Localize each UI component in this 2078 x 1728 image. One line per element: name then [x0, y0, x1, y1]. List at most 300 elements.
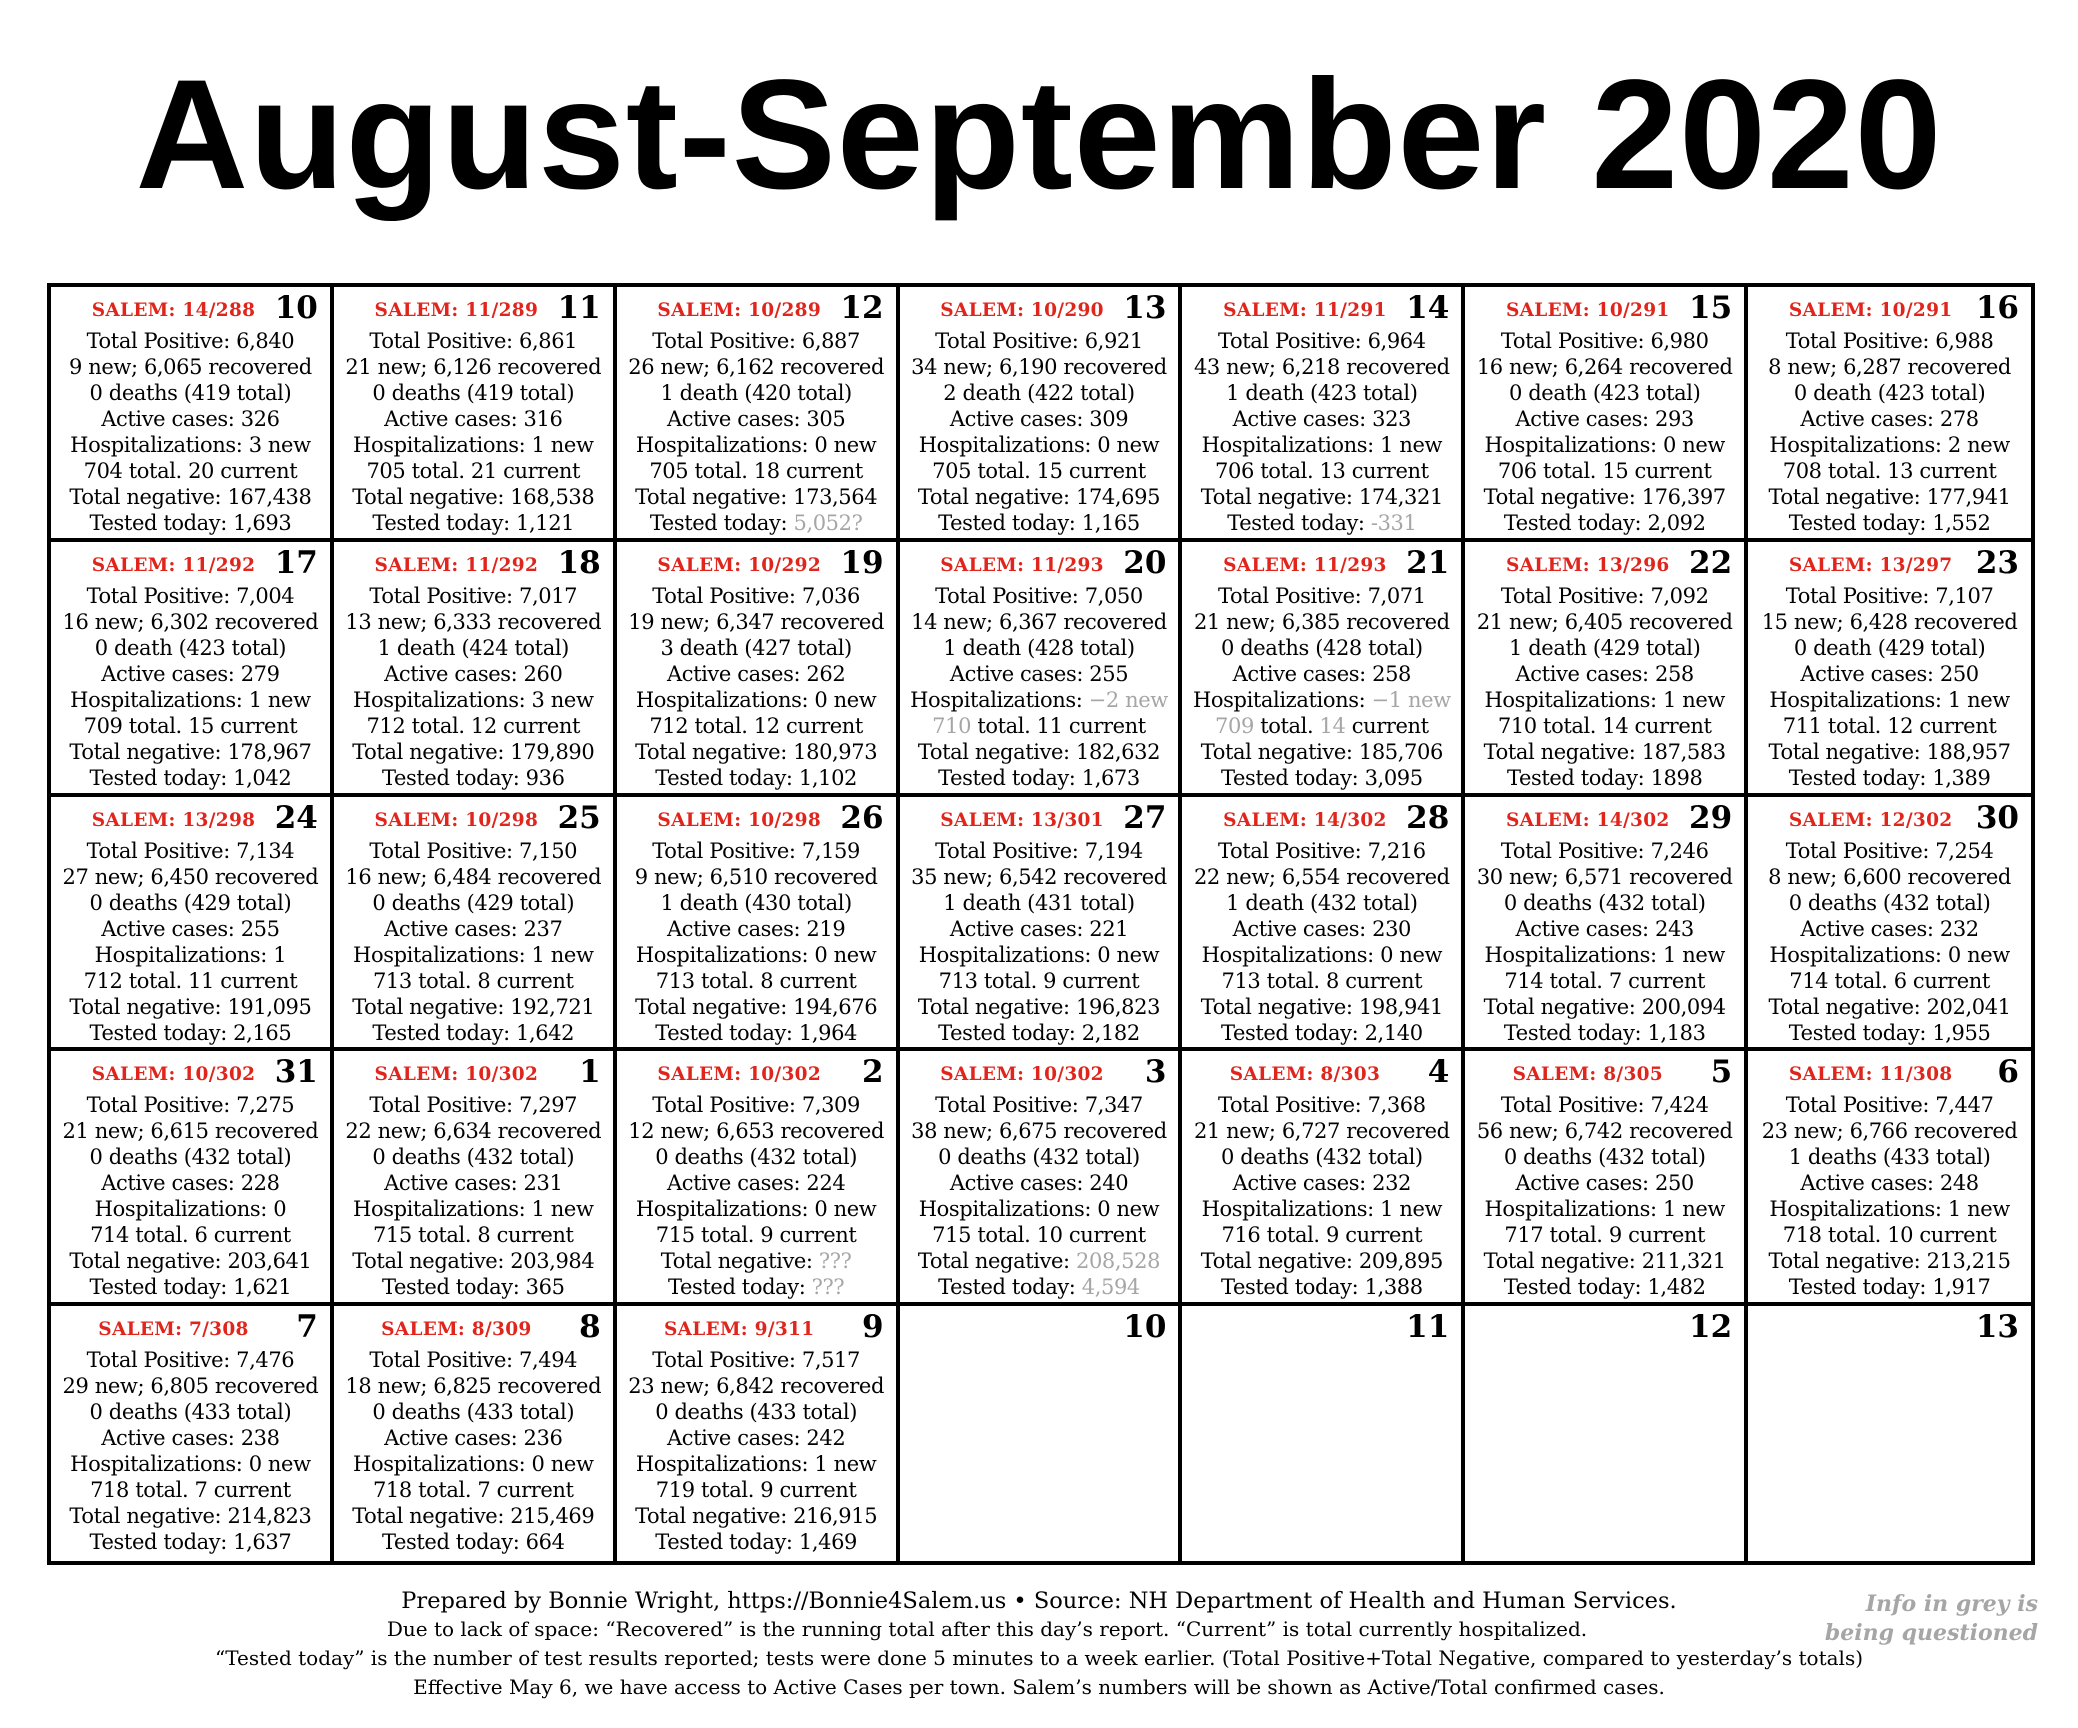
- stat-text: 713 total. 8 current: [372, 968, 574, 993]
- stat-text: Hospitalizations: 1 new: [353, 433, 594, 457]
- stat-text: 0 deaths (432 total): [89, 1145, 292, 1170]
- day-stats: [1748, 838, 2031, 1046]
- salem-cases: SALEM: 10/302: [374, 1064, 539, 1086]
- stat-line: [1465, 380, 1744, 406]
- day-stats: [617, 838, 896, 1046]
- day-number: 18: [557, 544, 601, 581]
- stat-line: [1748, 1222, 2031, 1248]
- day-number: 20: [1123, 544, 1167, 581]
- day-stats: [1465, 838, 1744, 1046]
- stat-line: [1465, 838, 1744, 864]
- stat-text: 38 new; 6,675 recovered: [911, 1119, 1167, 1144]
- stat-line: [1182, 406, 1461, 432]
- day-number: 27: [1123, 799, 1167, 836]
- stat-text: Total Positive: 6,861: [369, 329, 578, 353]
- day-number: 11: [557, 290, 601, 326]
- stat-text: Hospitalizations: 0 new: [1484, 433, 1725, 457]
- stat-line: [51, 890, 330, 916]
- stat-line: [1748, 1144, 2031, 1170]
- salem-cases: SALEM: 10/289: [657, 300, 821, 321]
- day-cell: [617, 1306, 900, 1561]
- stat-text: 0 death (423 total): [1509, 381, 1701, 405]
- stat-line: [1465, 864, 1744, 890]
- stat-text: 1 death (428 total): [943, 635, 1135, 660]
- stat-line: [1465, 916, 1744, 942]
- day-cell: [617, 797, 900, 1052]
- stat-line: [617, 661, 896, 687]
- stat-line: [51, 1425, 330, 1451]
- stat-line: [334, 890, 613, 916]
- grey-info-note: [1825, 1590, 2038, 1648]
- day-cell: [1182, 287, 1465, 542]
- stat-text: Active cases: 237: [384, 916, 563, 941]
- day-stats: [1748, 583, 2031, 791]
- stat-text: Total Positive: 7,476: [86, 1348, 295, 1373]
- stat-line: [1748, 890, 2031, 916]
- stat-line: [1465, 328, 1744, 354]
- stat-line: [51, 1529, 330, 1555]
- stat-line: [617, 432, 896, 458]
- stat-text: 711 total. 12 current: [1782, 713, 1997, 738]
- salem-cases: SALEM: 14/302: [1223, 809, 1387, 831]
- stat-text: Tested today:: [649, 511, 794, 535]
- stat-line: [51, 994, 330, 1020]
- stat-line: [1182, 1248, 1461, 1274]
- stat-line: [617, 484, 896, 510]
- stat-text: 22 new; 6,634 recovered: [345, 1119, 602, 1144]
- stat-text: 16 new; 6,264 recovered: [1476, 355, 1733, 379]
- stat-line: [1182, 609, 1461, 635]
- stat-text: 0 deaths (433 total): [655, 1400, 857, 1425]
- stat-text: Total Positive: 7,275: [86, 1093, 295, 1118]
- stat-line: [51, 1399, 330, 1425]
- stat-line: [334, 432, 613, 458]
- stat-line: [1465, 1274, 1744, 1300]
- stat-text: Tested today: 1,955: [1788, 1020, 1991, 1045]
- day-cell: [1182, 1051, 1465, 1306]
- salem-cases: SALEM: 11/292: [374, 554, 539, 576]
- stat-text: Total negative: 188,957: [1768, 739, 2011, 764]
- stat-line: [51, 1118, 330, 1144]
- stat-line: [51, 1248, 330, 1274]
- stat-line: [617, 687, 896, 713]
- day-stats: [1465, 1092, 1744, 1300]
- stat-line: [51, 1477, 330, 1503]
- day-stats: [617, 583, 896, 791]
- stat-text: Tested today: 2,092: [1503, 511, 1706, 535]
- stat-line: [51, 1196, 330, 1222]
- stat-line: [334, 942, 613, 968]
- stat-text: Hospitalizations: 1 new: [1201, 433, 1443, 457]
- salem-cases: SALEM: 10/291: [1505, 300, 1670, 321]
- stat-text: 27 new; 6,450 recovered: [62, 864, 319, 889]
- day-cell: [1465, 1306, 1748, 1561]
- day-stats: [900, 838, 1179, 1046]
- stat-line: [900, 458, 1179, 484]
- stat-text: Active cases: 293: [1515, 407, 1694, 431]
- footer-note-active: Effective May 6, we have access to Active Cases per town. Salem’s numbers will be shown as Active/Total confirmed cases.: [413, 1675, 1665, 1699]
- stat-text: Active cases: 255: [101, 916, 280, 941]
- stat-line: [900, 380, 1179, 406]
- stat-line: [617, 864, 896, 890]
- stat-line: [334, 583, 613, 609]
- day-number: 19: [840, 544, 884, 581]
- stat-text: Hospitalizations: 3 new: [70, 433, 311, 457]
- stat-text: Total negative: 192,721: [352, 994, 595, 1019]
- salem-cases: SALEM: 11/289: [374, 300, 539, 321]
- stat-text: 709 total. 15 current: [83, 713, 298, 738]
- stat-line: [1748, 1118, 2031, 1144]
- stat-text: Total Positive: 7,216: [1218, 838, 1426, 863]
- stat-line: [1182, 635, 1461, 661]
- stat-line: [900, 1118, 1179, 1144]
- stat-text: Tested today: 1,642: [372, 1020, 575, 1045]
- stat-line: [1465, 1196, 1744, 1222]
- footer-note-recovered: Due to lack of space: “Recovered” is the running total after this day’s report. “Current” is total currently hospitalized.: [386, 1617, 1588, 1641]
- stat-text: Active cases: 258: [1515, 661, 1694, 686]
- stat-text: Active cases: 243: [1515, 916, 1694, 941]
- stat-text: Tested today: 1,637: [89, 1530, 292, 1555]
- stat-line: [617, 354, 896, 380]
- day-cell: [1182, 1306, 1465, 1561]
- stat-text: 705 total. 15 current: [932, 459, 1146, 483]
- salem-cases: SALEM: 10/291: [1788, 300, 1953, 321]
- stat-text: 8 new; 6,287 recovered: [1768, 355, 2011, 379]
- stat-line: [900, 994, 1179, 1020]
- stat-line: [1748, 458, 2031, 484]
- stat-text: 13 new; 6,333 recovered: [345, 609, 602, 634]
- stat-text: Active cases: 255: [949, 661, 1129, 686]
- day-stats: [51, 583, 330, 791]
- stat-text: Total Positive: 7,150: [369, 838, 578, 863]
- stat-text: Total Positive: 7,159: [652, 838, 860, 863]
- day-cell: [617, 542, 900, 797]
- stat-line: [1465, 942, 1744, 968]
- stat-text: Total Positive: 6,921: [935, 329, 1143, 353]
- stat-line: [900, 765, 1179, 791]
- salem-cases: SALEM: 14/302: [1505, 809, 1670, 831]
- stat-line: [1182, 1222, 1461, 1248]
- calendar-grid: [47, 283, 2035, 1565]
- stat-text: 22 new; 6,554 recovered: [1193, 864, 1450, 889]
- stat-line: [1748, 609, 2031, 635]
- stat-text: Total Positive: 7,368: [1218, 1093, 1426, 1118]
- stat-text: Hospitalizations: 2 new: [1769, 433, 2010, 457]
- stat-line: [1465, 1170, 1744, 1196]
- stat-text: 21 new; 6,126 recovered: [345, 355, 602, 379]
- stat-line: [617, 1451, 896, 1477]
- stat-line: [1465, 1222, 1744, 1248]
- stat-line: [334, 1092, 613, 1118]
- stat-text: Total Positive: 7,017: [369, 583, 578, 608]
- salem-cases: SALEM: 8/309: [381, 1319, 532, 1341]
- stat-line: [900, 1144, 1179, 1170]
- stat-line: [617, 1170, 896, 1196]
- stat-line: [900, 484, 1179, 510]
- stat-line: [1465, 890, 1744, 916]
- stat-line: [1465, 510, 1744, 536]
- stat-line: [617, 609, 896, 635]
- stat-text: Hospitalizations: 0 new: [918, 433, 1160, 457]
- stat-text: Hospitalizations: 0 new: [70, 1452, 311, 1477]
- stat-text: Total negative: 214,823: [69, 1504, 312, 1529]
- stat-text: 1 death (430 total): [660, 890, 852, 915]
- grey-note-line: Info in grey is: [1865, 1591, 2038, 1617]
- stat-text: 0 deaths (432 total): [655, 1145, 857, 1170]
- stat-line: [334, 994, 613, 1020]
- stat-text: Hospitalizations:: [910, 687, 1089, 712]
- stat-line: [1182, 765, 1461, 791]
- stat-line: [1465, 765, 1744, 791]
- stat-text: total.: [1253, 713, 1320, 738]
- stat-line: [1465, 635, 1744, 661]
- stat-line: [617, 713, 896, 739]
- stat-line: [51, 609, 330, 635]
- stat-text: Total negative: 213,215: [1768, 1249, 2011, 1274]
- day-number: 28: [1406, 799, 1450, 836]
- stat-line: [51, 765, 330, 791]
- stat-line: [334, 661, 613, 687]
- stat-text: Total negative: 176,397: [1483, 485, 1726, 509]
- stat-line: [1465, 687, 1744, 713]
- stat-line: [1182, 968, 1461, 994]
- stat-text: 15 new; 6,428 recovered: [1761, 609, 2018, 634]
- stat-line: [1465, 739, 1744, 765]
- stat-line: [900, 942, 1179, 968]
- stat-text: Hospitalizations: 0: [94, 1197, 287, 1222]
- stat-line: [51, 1274, 330, 1300]
- day-stats: [1182, 583, 1461, 791]
- stat-text: Hospitalizations: 1 new: [70, 687, 311, 712]
- stat-line: [334, 328, 613, 354]
- stat-text: Active cases: 316: [384, 407, 563, 431]
- stat-text: Total Positive: 6,988: [1785, 329, 1994, 353]
- stat-line: [617, 1503, 896, 1529]
- stat-line: [334, 1477, 613, 1503]
- stat-text: Total negative: 196,823: [917, 994, 1161, 1019]
- stat-line: [1465, 484, 1744, 510]
- stat-text: Tested today: 1,917: [1788, 1275, 1991, 1300]
- stat-line: [900, 739, 1179, 765]
- questioned-value: 4,594: [1081, 1275, 1140, 1300]
- salem-cases: SALEM: 7/308: [98, 1319, 249, 1341]
- stat-text: Tested today: 1,482: [1503, 1275, 1706, 1300]
- stat-line: [1182, 994, 1461, 1020]
- stat-text: Hospitalizations: 0 new: [918, 942, 1160, 967]
- stat-text: Tested today: 2,140: [1220, 1020, 1423, 1045]
- day-cell: [1748, 287, 2031, 542]
- stat-line: [900, 1196, 1179, 1222]
- stat-line: [900, 713, 1179, 739]
- stat-line: [1182, 1020, 1461, 1046]
- stat-text: Total Positive: 7,494: [369, 1348, 578, 1373]
- stat-text: Tested today: 1,165: [938, 511, 1140, 535]
- stat-line: [334, 1347, 613, 1373]
- stat-text: 713 total. 8 current: [1221, 968, 1423, 993]
- stat-line: [617, 1347, 896, 1373]
- stat-line: [900, 510, 1179, 536]
- stat-line: [51, 1092, 330, 1118]
- stat-text: Total negative: 173,564: [635, 485, 878, 509]
- stat-text: Total Positive: 7,107: [1785, 583, 1994, 608]
- day-stats: [1182, 328, 1461, 536]
- stat-line: [51, 354, 330, 380]
- stat-line: [51, 328, 330, 354]
- stat-line: [1748, 1248, 2031, 1274]
- stat-line: [334, 687, 613, 713]
- stat-text: Active cases: 323: [1232, 407, 1412, 431]
- stat-text: Active cases: 240: [949, 1171, 1129, 1196]
- stat-text: Hospitalizations: 1 new: [1769, 1197, 2010, 1222]
- stat-line: [900, 890, 1179, 916]
- stat-text: Total Positive: 7,447: [1785, 1093, 1994, 1118]
- stat-line: [617, 968, 896, 994]
- day-cell: [900, 797, 1183, 1052]
- stat-text: Hospitalizations: 1 new: [1201, 1197, 1443, 1222]
- stat-line: [1182, 890, 1461, 916]
- stat-text: Total negative:: [917, 1249, 1077, 1274]
- day-number: 12: [1689, 1309, 1733, 1346]
- stat-line: [1465, 994, 1744, 1020]
- stat-text: Hospitalizations: 1 new: [635, 1452, 877, 1477]
- stat-line: [1748, 661, 2031, 687]
- stat-line: [51, 968, 330, 994]
- stat-text: 705 total. 21 current: [366, 459, 581, 483]
- stat-text: Active cases: 219: [666, 916, 846, 941]
- stat-line: [334, 1118, 613, 1144]
- stat-text: Hospitalizations: 0 new: [635, 1197, 877, 1222]
- stat-line: [334, 1222, 613, 1248]
- stat-line: [617, 1118, 896, 1144]
- stat-text: 2 death (422 total): [943, 381, 1135, 405]
- stat-text: Active cases: 279: [101, 661, 280, 686]
- stat-line: [900, 583, 1179, 609]
- stat-text: 35 new; 6,542 recovered: [911, 864, 1167, 889]
- stat-text: 18 new; 6,825 recovered: [345, 1374, 602, 1399]
- day-cell: [900, 542, 1183, 797]
- stat-text: 0 deaths (429 total): [89, 890, 292, 915]
- stat-text: Total Positive: 7,347: [935, 1093, 1143, 1118]
- stat-text: Tested today: 1898: [1506, 765, 1703, 790]
- stat-text: Total negative: 178,967: [69, 739, 312, 764]
- stat-text: Total negative: 185,706: [1200, 739, 1443, 764]
- stat-line: [334, 1503, 613, 1529]
- stat-text: 1 death (432 total): [1226, 890, 1418, 915]
- stat-text: Hospitalizations: 1 new: [1484, 687, 1725, 712]
- day-stats: [1748, 1092, 2031, 1300]
- stat-line: [334, 1451, 613, 1477]
- stat-line: [51, 838, 330, 864]
- stat-text: 719 total. 9 current: [655, 1478, 857, 1503]
- stat-text: 714 total. 7 current: [1504, 968, 1706, 993]
- day-number: 14: [1406, 290, 1450, 326]
- stat-line: [334, 968, 613, 994]
- stat-text: Total Positive: 6,887: [652, 329, 860, 353]
- stat-line: [1182, 713, 1461, 739]
- stat-text: 0 deaths (428 total): [1220, 635, 1423, 660]
- stat-line: [1182, 1170, 1461, 1196]
- stat-line: [1465, 1248, 1744, 1274]
- page-title: August-September 2020: [135, 48, 1943, 222]
- stat-text: Tested today: 1,042: [89, 765, 292, 790]
- stat-text: Total Positive: 7,036: [652, 583, 860, 608]
- salem-cases: SALEM: 10/302: [91, 1064, 256, 1086]
- salem-cases: SALEM: 10/292: [657, 554, 821, 576]
- stat-line: [617, 328, 896, 354]
- day-stats: [617, 1347, 896, 1555]
- stat-line: [1748, 1092, 2031, 1118]
- stat-line: [1748, 354, 2031, 380]
- stat-text: 708 total. 13 current: [1782, 459, 1997, 483]
- stat-line: [334, 635, 613, 661]
- stat-text: 0 death (423 total): [1793, 381, 1986, 405]
- stat-line: [1465, 1144, 1744, 1170]
- day-stats: [51, 838, 330, 1046]
- stat-text: Active cases: 242: [666, 1426, 846, 1451]
- stat-line: [617, 458, 896, 484]
- stat-text: 1 death (423 total): [1226, 381, 1418, 405]
- stat-line: [334, 609, 613, 635]
- stat-text: Active cases: 309: [949, 407, 1129, 431]
- day-cell: [1748, 1051, 2031, 1306]
- stat-line: [1182, 432, 1461, 458]
- stat-text: 715 total. 9 current: [655, 1223, 857, 1248]
- stat-text: Tested today: 1,469: [655, 1530, 857, 1555]
- stat-line: [1182, 739, 1461, 765]
- day-cell: [51, 1306, 334, 1561]
- stat-text: 713 total. 9 current: [938, 968, 1140, 993]
- stat-line: [1748, 994, 2031, 1020]
- stat-text: Total Positive: 6,980: [1500, 329, 1709, 353]
- day-number: 11: [1406, 1309, 1450, 1346]
- day-stats: [1182, 1092, 1461, 1300]
- stat-text: Total Positive: 7,424: [1500, 1093, 1709, 1118]
- day-stats: [334, 328, 613, 536]
- salem-cases: SALEM: 13/301: [940, 809, 1104, 831]
- salem-cases: SALEM: 8/305: [1512, 1064, 1663, 1086]
- day-number: 29: [1689, 799, 1733, 836]
- stat-line: [617, 583, 896, 609]
- stat-line: [1182, 328, 1461, 354]
- stat-text: 16 new; 6,302 recovered: [62, 609, 319, 634]
- stat-line: [1465, 406, 1744, 432]
- day-stats: [51, 328, 330, 536]
- stat-line: [1748, 406, 2031, 432]
- stat-line: [617, 1196, 896, 1222]
- stat-text: Total negative: 174,321: [1200, 485, 1443, 509]
- stat-text: Tested today:: [1227, 511, 1371, 535]
- stat-line: [334, 354, 613, 380]
- stat-text: 1 death (424 total): [377, 635, 569, 660]
- salem-cases: SALEM: 8/303: [1229, 1064, 1381, 1086]
- stat-line: [1182, 916, 1461, 942]
- stat-line: [334, 916, 613, 942]
- day-cell: [1465, 542, 1748, 797]
- stat-line: [334, 864, 613, 890]
- stat-line: [900, 609, 1179, 635]
- stat-line: [1748, 765, 2031, 791]
- stat-line: [1182, 484, 1461, 510]
- stat-line: [334, 1425, 613, 1451]
- stat-line: [334, 380, 613, 406]
- stat-line: [1748, 916, 2031, 942]
- stat-line: [1182, 458, 1461, 484]
- day-number: 13: [1975, 1309, 2019, 1346]
- stat-text: Hospitalizations: 0 new: [353, 1452, 594, 1477]
- day-stats: [334, 838, 613, 1046]
- stat-text: 1 death (420 total): [660, 381, 852, 405]
- salem-cases: SALEM: 12/302: [1788, 809, 1953, 831]
